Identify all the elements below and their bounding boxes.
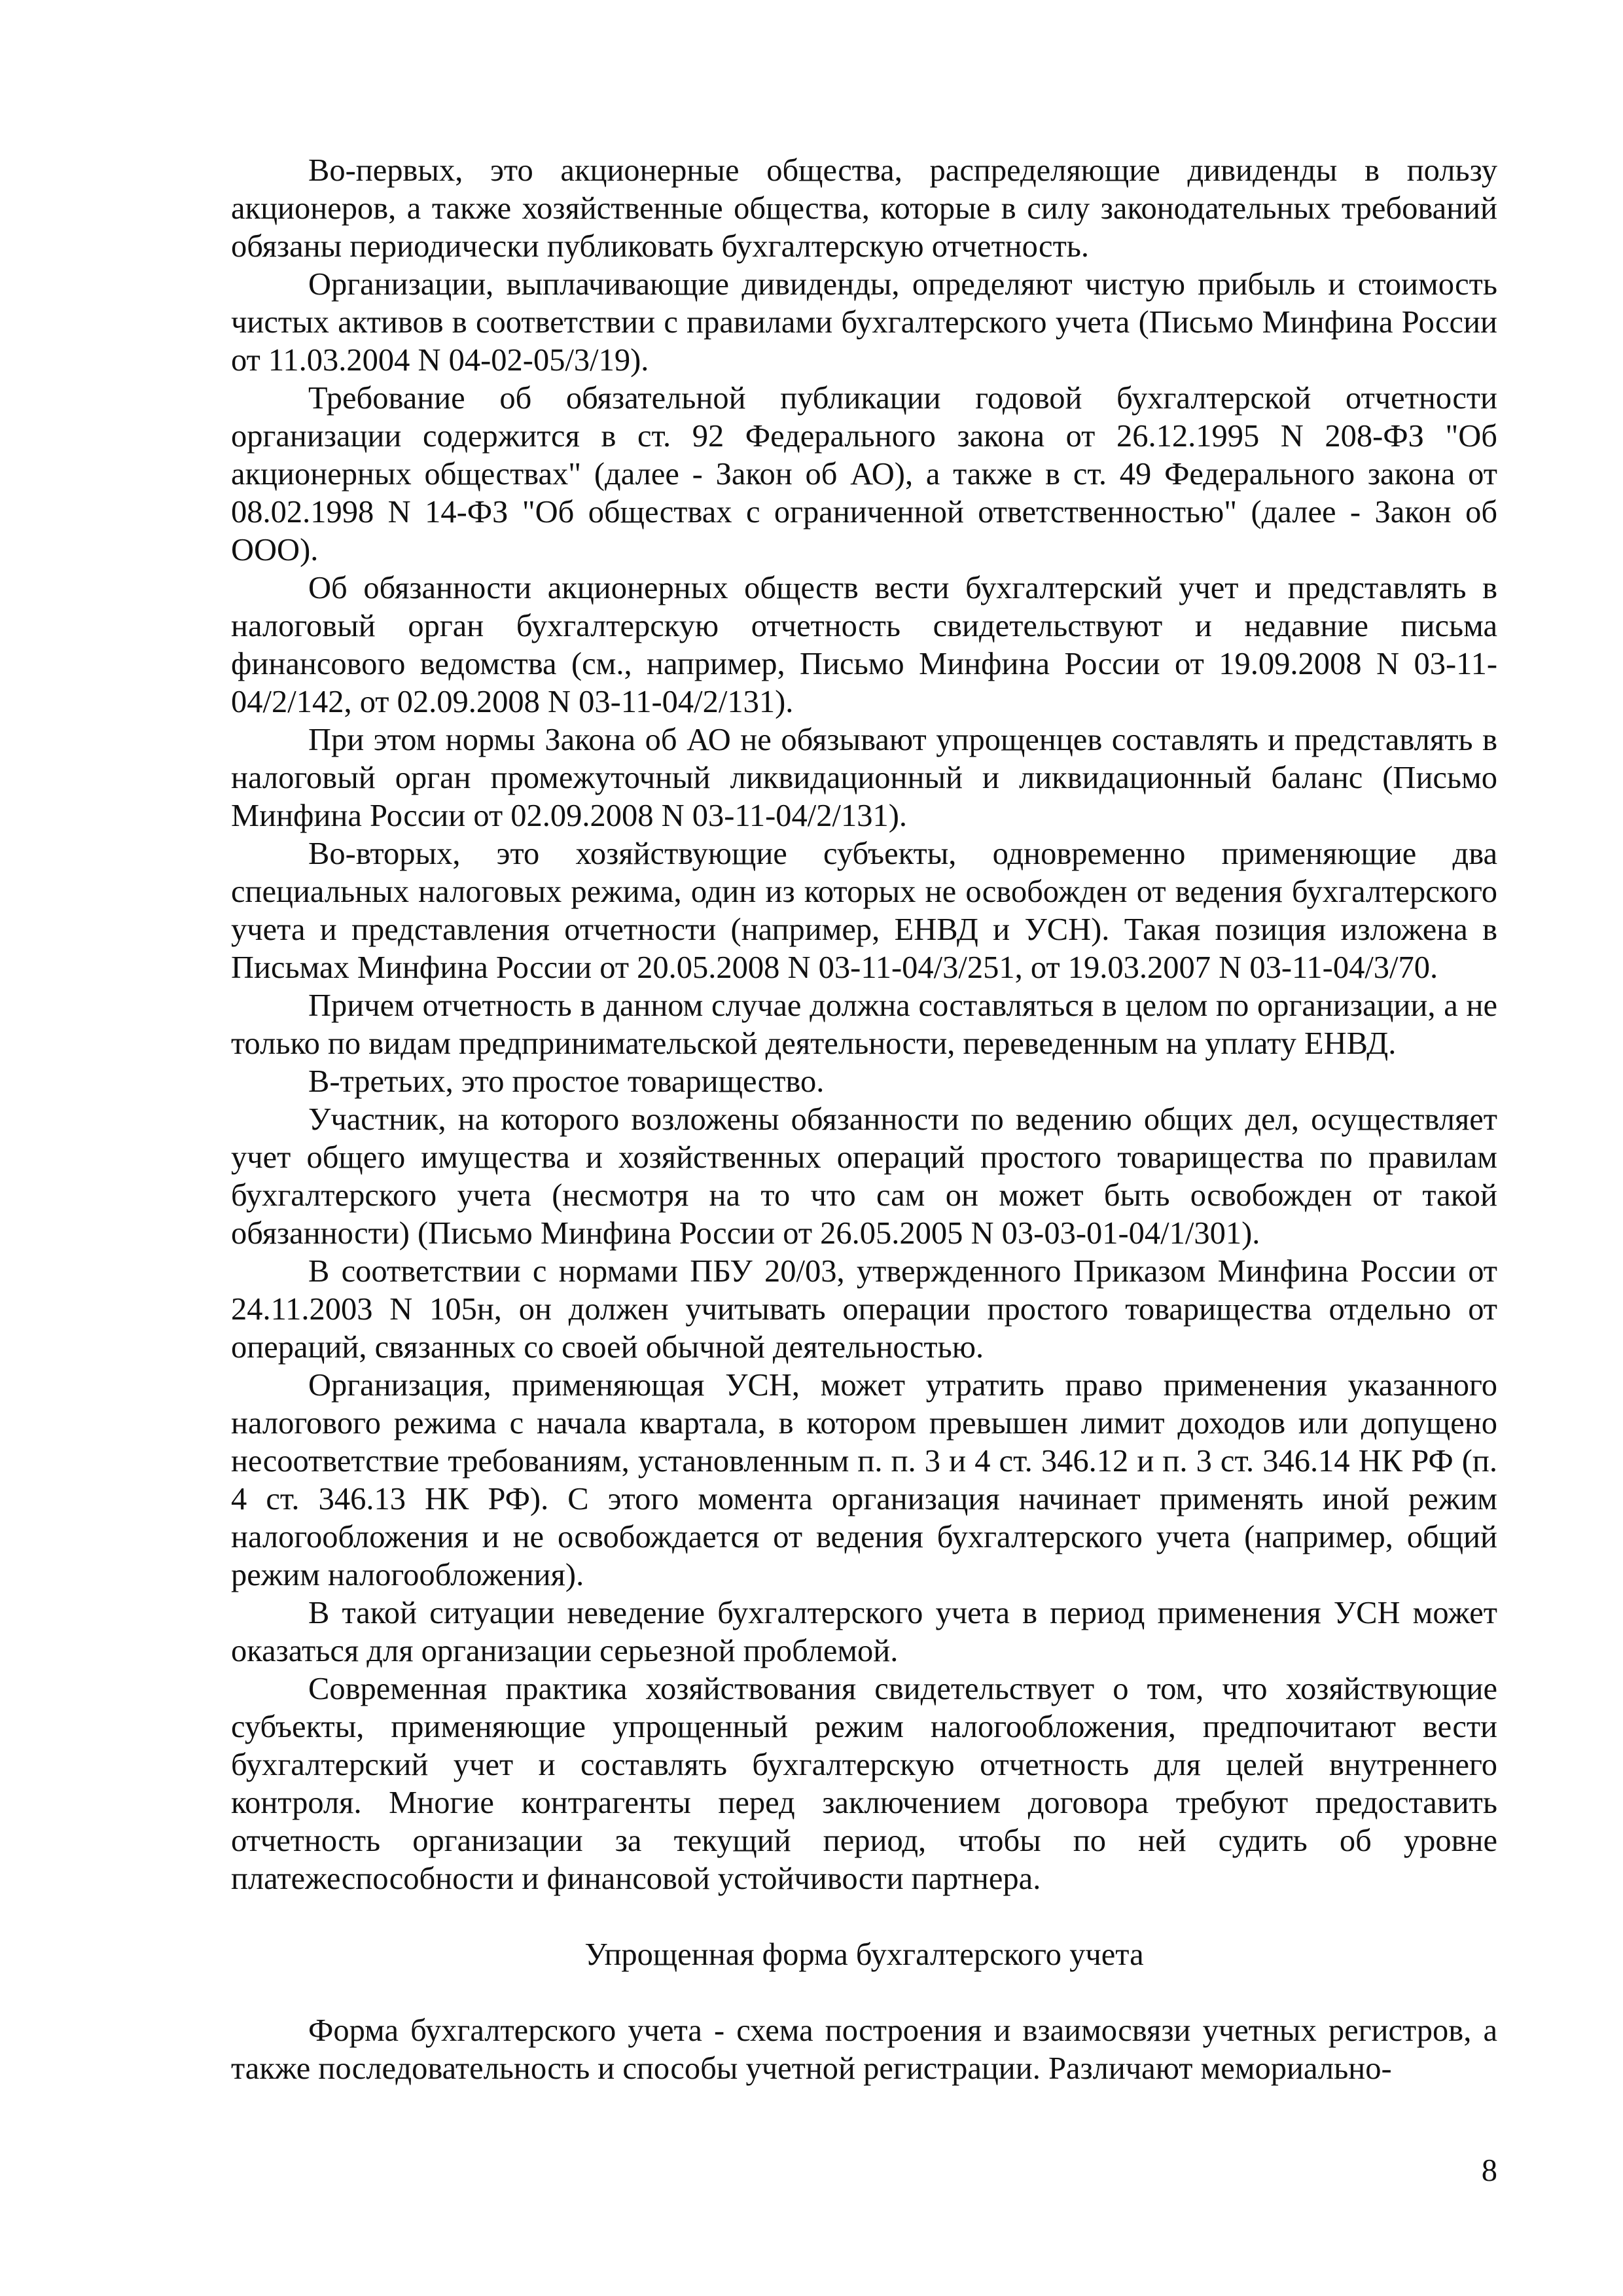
page-body: [231, 152, 1497, 2088]
paragraph-4: Об обязанности акционерных обществ вести бухгалтерский учет и представлять в налоговый орган бухгалтерскую отчетность свидетельствуют и недавние письма финансового ведомства (см., например, Письмо Минфина России от 19.09.2008 N 03-11-04/2/142, от 02.09.2008 N 03-11-04/2/131).: [231, 571, 1497, 719]
paragraph-5: При этом нормы Закона об АО не обязывают упрощенцев составлять и представлять в налоговый орган промежуточный ликвидационный и ликвидационный баланс (Письмо Минфина России от 02.09.2008 N 03-11-04/2/131).: [231, 723, 1497, 833]
paragraph-9: Участник, на которого возложены обязанности по ведению общих дел, осуществляет учет общего имущества и хозяйственных операций простого товарищества по правилам бухгалтерского учета (несмотря на то что сам он может быть освобожден от такой обязанности) (Письмо Минфина России от 26.05.2005 N 03-03-01-04/1/301).: [231, 1102, 1497, 1251]
paragraph-6: Во-вторых, это хозяйствующие субъекты, одновременно применяющие два специальных налоговых режима, один из которых не освобожден от ведения бухгалтерского учета и представления отчетности (например, ЕНВД и УСН). Такая позиция изложена в Письмах Минфина России от 20.05.2008 N 03-11-04/3/251, от 19.03.2007 N 03-11-04/3/70.: [231, 836, 1497, 985]
paragraph-3: Требование об обязательной публикации годовой бухгалтерской отчетности организации содержится в ст. 92 Федерального закона от 26.12.1995 N 208-ФЗ "Об акционерных обществах" (далее - Закон об АО), а также в ст. 49 Федерального закона от 08.02.1998 N 14-ФЗ "Об обществах с ограниченной ответственностью" (далее - Закон об ООО).: [231, 381, 1497, 567]
paragraph-10: В соответствии с нормами ПБУ 20/03, утвержденного Приказом Минфина России от 24.11.2003 N 105н, он должен учитывать операции простого товарищества отдельно от операций, связанных со своей обычной деятельностью.: [231, 1254, 1497, 1365]
page-number: 8: [1481, 2153, 1497, 2188]
paragraph-11: Организация, применяющая УСН, может утратить право применения указанного налогового режима с начала квартала, в котором превышен лимит доходов или допущено несоответствие требованиям, установленным п. п. 3 и 4 ст. 346.12 и п. 3 ст. 346.14 НК РФ (п. 4 ст. 346.13 НК РФ). С этого момента организация начинает применять иной режим налогообложения и не освобождается от ведения бухгалтерского учета (например, общий режим налогообложения).: [231, 1368, 1497, 1592]
paragraph-8: В-третьих, это простое товарищество.: [308, 1064, 825, 1099]
paragraph-13: Современная практика хозяйствования свидетельствует о том, что хозяйствующие субъекты, применяющие упрощенный режим налогообложения, предпочитают вести бухгалтерский учет и составлять бухгалтерскую отчетность для целей внутреннего контроля. Многие контрагенты перед заключением договора требуют предоставить отчетность организации за текущий период, чтобы по ней судить об уровне платежеспособности и финансовой устойчивости партнера.: [231, 1672, 1497, 1896]
paragraph-14: Форма бухгалтерского учета - схема построения и взаимосвязи учетных регистров, а также последовательность и способы учетной регистрации. Различают мемориально-: [231, 2013, 1497, 2086]
section-heading: Упрощенная форма бухгалтерского учета: [584, 1937, 1144, 1972]
paragraph-1: Во-первых, это акционерные общества, распределяющие дивиденды в пользу акционеров, а также хозяйственные общества, которые в силу законодательных требований обязаны периодически публиковать бухгалтерскую отчетность.: [231, 153, 1497, 264]
paragraph-12: В такой ситуации неведение бухгалтерского учета в период применения УСН может оказаться для организации серьезной проблемой.: [231, 1596, 1497, 1668]
paragraph-2: Организации, выплачивающие дивиденды, определяют чистую прибыль и стоимость чистых активов в соответствии с правилами бухгалтерского учета (Письмо Минфина России от 11.03.2004 N 04-02-05/3/19).: [231, 267, 1497, 378]
paragraph-7: Причем отчетность в данном случае должна составляться в целом по организации, а не только по видам предпринимательской деятельности, переведенным на уплату ЕНВД.: [231, 988, 1497, 1061]
